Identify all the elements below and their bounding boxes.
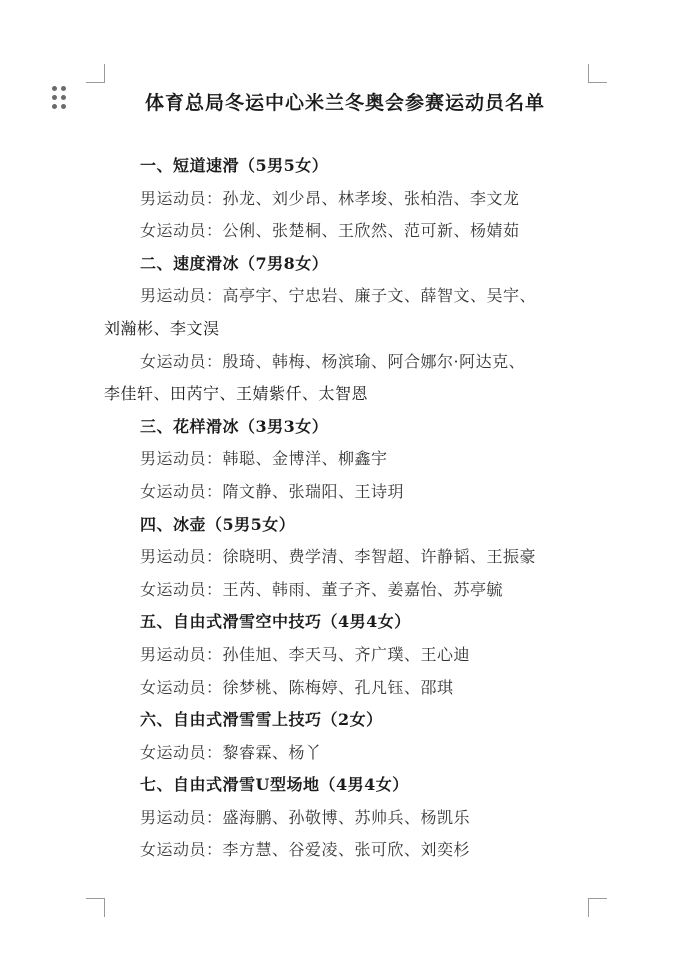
- page-title: 体育总局冬运中心米兰冬奥会参赛运动员名单: [144, 92, 545, 114]
- athlete-list: [104, 150, 590, 867]
- female-names: 徐梦桃、陈梅婷、孔凡钰、邵琪: [222, 677, 454, 697]
- female-label: 女运动员：: [140, 840, 223, 860]
- section-heading: 三、花样滑冰（3男3女）: [140, 416, 329, 436]
- female-athletes: [104, 834, 590, 867]
- male-label: 男运动员：: [140, 449, 223, 469]
- female-athletes: [104, 737, 590, 770]
- female-label: 女运动员：: [140, 677, 223, 697]
- female-label: 女运动员：: [140, 221, 223, 241]
- female-names: 殷琦、韩梅、杨滨瑜、阿合娜尔·阿达克、: [222, 351, 526, 371]
- section-heading: 四、冰壶（5男5女）: [140, 514, 296, 534]
- female-athletes: [104, 346, 590, 379]
- male-names: 孙龙、刘少昂、林孝埈、张柏浩、李文龙: [222, 188, 520, 208]
- male-names: 高亭宇、宁忠岩、廉子文、薛智文、吴宇、: [222, 286, 537, 306]
- female-names: 李方慧、谷爱凌、张可欣、刘奕杉: [222, 840, 471, 860]
- section-heading: 七、自由式滑雪U型场地（4男4女）: [140, 775, 409, 795]
- male-athletes: [104, 802, 590, 835]
- female-names: 黎睿霖、杨丫: [222, 742, 322, 762]
- female-names: 隋文静、张瑞阳、王诗玥: [222, 481, 405, 501]
- female-label: 女运动员：: [140, 742, 223, 762]
- male-names: 韩聪、金博洋、柳鑫宇: [222, 449, 388, 469]
- crop-mark-bottom-right: [588, 898, 607, 917]
- female-names: 王芮、韩雨、董子齐、姜嘉怡、苏亭毓: [222, 579, 504, 599]
- section-heading: 六、自由式滑雪雪上技巧（2女）: [140, 710, 383, 730]
- female-athletes: [104, 574, 590, 607]
- male-athletes: [104, 280, 590, 313]
- section-heading: 五、自由式滑雪空中技巧（4男4女）: [140, 612, 411, 632]
- male-names: 徐晓明、费学清、李智超、许静韬、王振豪: [222, 547, 537, 567]
- crop-mark-top-left: [86, 64, 105, 83]
- male-athletes: [104, 183, 590, 216]
- male-label: 男运动员：: [140, 807, 223, 827]
- male-athletes: [104, 443, 590, 476]
- female-athletes: [104, 476, 590, 509]
- male-names: 盛海鹏、孙敬博、苏帅兵、杨凯乐: [222, 807, 471, 827]
- section-heading: 二、速度滑冰（7男8女）: [140, 253, 329, 273]
- male-athletes: [104, 541, 590, 574]
- male-label: 男运动员：: [140, 188, 223, 208]
- crop-mark-bottom-left: [86, 898, 105, 917]
- female-athletes: [104, 215, 590, 248]
- male-names: 孙佳旭、李天马、齐广璞、王心迪: [222, 644, 471, 664]
- female-athletes: [104, 672, 590, 705]
- female-athletes-continued: 李佳轩、田芮宁、王婧紫仟、太智恩: [104, 384, 369, 404]
- male-athletes-continued: 刘瀚彬、李文淏: [104, 318, 220, 338]
- male-athletes: [104, 639, 590, 672]
- male-label: 男运动员：: [140, 644, 223, 664]
- female-label: 女运动员：: [140, 351, 223, 371]
- section-heading: 一、短道速滑（5男5女）: [140, 156, 329, 175]
- male-label: 男运动员：: [140, 286, 223, 306]
- male-label: 男运动员：: [140, 547, 223, 567]
- female-label: 女运动员：: [140, 579, 223, 599]
- female-label: 女运动员：: [140, 481, 223, 501]
- female-names: 公俐、张楚桐、王欣然、范可新、杨婧茹: [222, 221, 520, 241]
- crop-mark-top-right: [588, 64, 607, 83]
